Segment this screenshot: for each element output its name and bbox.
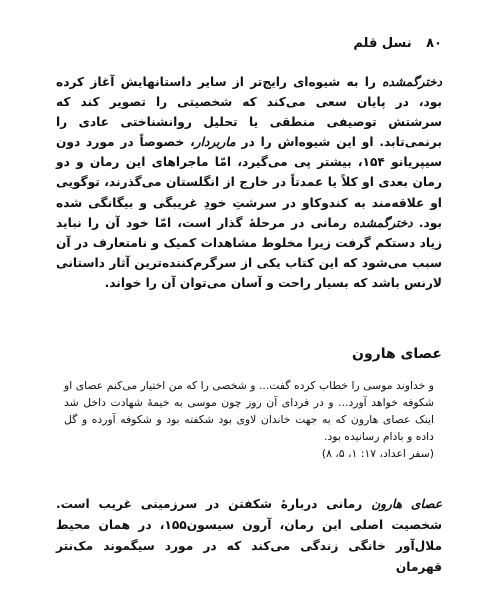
body-paragraph-2 xyxy=(56,494,442,578)
epigraph-citation: (سفر اعداد، ۱۷: ۱، ۵، ۸) xyxy=(321,446,434,460)
book-title-lost-girl: دخترگمشده xyxy=(352,215,413,230)
paragraph-text: را به شیوه‌ای رایج‌تر از سایر داستانهایش آغاز کرده بود، در پایان سعی می‌کند که شخصیتی را تصویر کند که سرشتش توصیفی منطقی یا تحلیل روانشناختی عادی را برنمی‌تابد. او این شیوه‌اش را در xyxy=(56,75,442,150)
book-title-plumed-serpent: ماربردار xyxy=(194,135,236,150)
epigraph xyxy=(64,378,434,463)
book-title-lost-girl: دخترگمشده xyxy=(382,75,442,89)
running-header xyxy=(353,36,442,51)
epigraph-text: و خداوند موسی را خطاب کرده گفت... و شخصی را که من اختیار می‌کنم عصای او شکوفه خواهد آورد... و در فردای آن روز چون موسی به خیمهٔ شهادت داخل شد اینک عصای هارون که به جهت خاندان لاوی بود شکفته بود و شکوفه آورده و گل داده و بادام رسانیده بود. xyxy=(64,379,434,443)
running-title: نسل قلم xyxy=(353,36,412,51)
page-number: ۸۰ xyxy=(426,36,442,51)
book-title-aarons-rod: عصای هارون xyxy=(371,497,442,511)
paragraph-text: رمانی دربارهٔ شکفتن در سرزمینی غریب است. شخصیت اصلی این رمان، آرون سیسون۱۵۵، در همان محیط ملال‌آور خانگی زندگی می‌کند که در مورد سیگموند مک‌نتر قهرمان xyxy=(56,497,442,574)
body-paragraph-1 xyxy=(56,72,442,293)
paragraph-text: ، خصوصاً در مورد دون سیپریانو ۱۵۴، بیشتر پی می‌گیرد، امّا ماجراهای این رمان و دو رمان بعدی او کلاً یا عمدتاً در خارج از انگلستان می‌گذرند، توگویی او علاقه‌مند به کندوکاو در سرشتِ خودِ غریبگی و بیگانگی شده بود. xyxy=(56,135,442,230)
section-heading: عصای هارون xyxy=(352,346,442,362)
paragraph-text: رمانی در مرحلهٔ گذار است، امّا خود آن را نباید زیاد دستکم گرفت زیرا مخلوط مشاهدات کمیک و نامتعارف در آن سبب می‌شود که این کتاب یکی از سرگرم‌کننده‌ترین آثار داستانی لارنس باشد که بسیار راحت و آسان می‌توان آن را خواند. xyxy=(56,215,442,290)
